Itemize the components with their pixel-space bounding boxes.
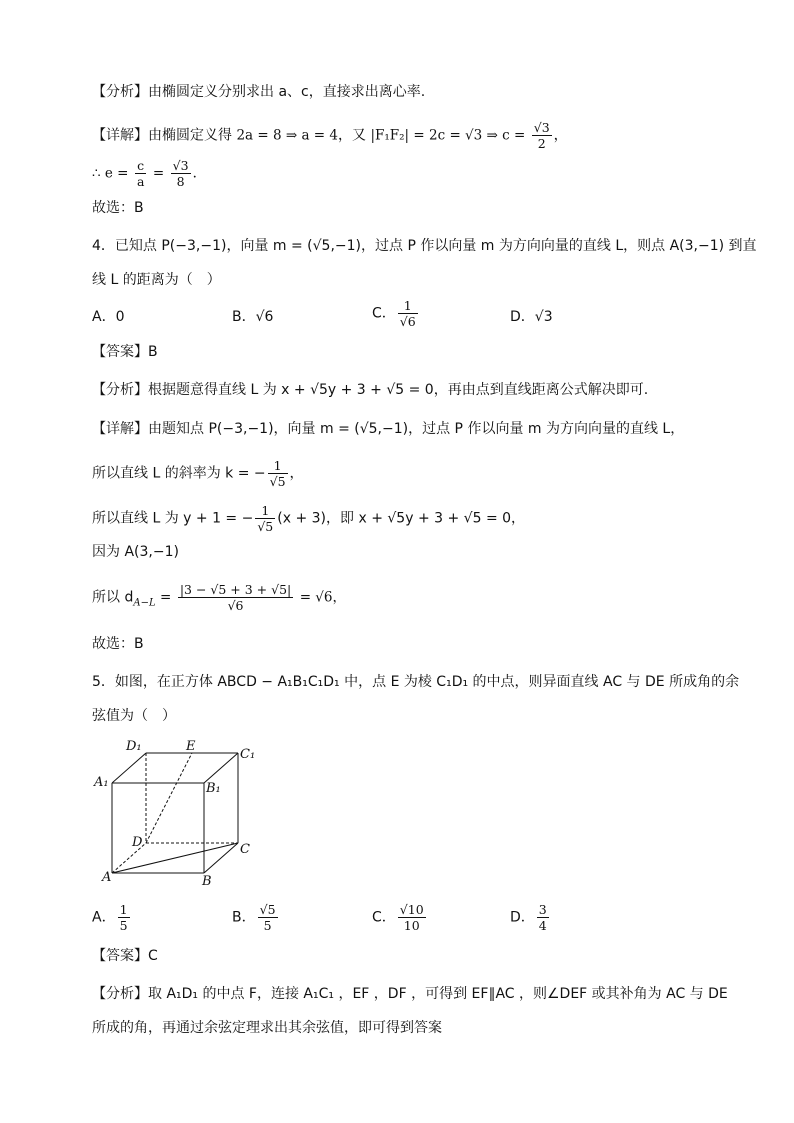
analysis-tag: 【分析】: [92, 986, 148, 1002]
q3-analysis-text: 由椭圆定义分别求出 a、c，直接求出离心率.: [148, 84, 426, 100]
q3-detail-eq1: 2a = 8 ⇒ a = 4: [236, 127, 338, 144]
line-eq-fraction: $\frac{1}{√5}$: [257, 503, 274, 534]
cube-figure: [92, 735, 262, 895]
q4-answer: [92, 342, 158, 362]
q5-analysis-line2: 所成的角，再通过余弦定理求出其余弦值，即可得到答案: [92, 1020, 442, 1036]
slope-prefix: 所以直线 L 的斜率为 k = −: [92, 465, 266, 482]
detail-tag: 【详解】: [92, 421, 148, 437]
label-a: A: [102, 870, 112, 885]
q4-analysis-text: 根据题意得直线 L 为 x + √5y + 3 + √5 = 0，再由点到直线距离公式解决即可.: [148, 382, 649, 398]
q5-option-a: A． $\frac{1}{5}$: [92, 902, 128, 933]
q4-option-b: B．√6: [232, 309, 274, 325]
q4-line-equation: [92, 503, 525, 534]
answer-tag: 【答案】: [92, 344, 148, 360]
q4-because: 因为 A(3,−1): [92, 544, 179, 560]
q5-option-c: C． $\frac{√10}{10}$: [372, 902, 424, 933]
q3-detail-mid: ，又: [338, 127, 366, 144]
dist-equals: =: [160, 589, 172, 606]
label-e: E: [186, 739, 196, 754]
q4-analysis: [92, 380, 648, 400]
q3-analysis: [92, 82, 425, 102]
q4-distance: [92, 582, 346, 613]
q5-analysis: [92, 984, 728, 1004]
analysis-tag: 【分析】: [92, 382, 148, 398]
q4-option-c: C． $\frac{1}{√6}$: [372, 298, 416, 329]
answer-tag: 【答案】: [92, 948, 148, 964]
ecc-equals: =: [152, 165, 165, 182]
dist-suffix: = √6，: [299, 589, 346, 606]
q5-option-b: B． $\frac{√5}{5}$: [232, 902, 276, 933]
dist-prefix: 所以 d: [92, 589, 134, 606]
line-eq-prefix: 所以直线 L 为 y + 1 = −: [92, 510, 254, 527]
q5-analysis-line1: 取 A₁D₁ 的中点 F，连接 A₁C₁ ，EF ，DF ，可得到 EF∥AC ，则∠DEF 或其补角为 AC 与 DE: [148, 986, 728, 1002]
ecc-fraction-1: $\frac{c}{a}$: [136, 158, 145, 189]
label-c: C: [240, 842, 250, 857]
q4-option-a: A．0: [92, 309, 125, 325]
label-b1: B₁: [206, 781, 221, 796]
label-a1: A₁: [94, 775, 109, 790]
analysis-tag: 【分析】: [92, 84, 148, 100]
q4-question-line2: 线 L 的距离为（ ）: [92, 272, 221, 288]
q3-choose: 故选：B: [92, 200, 144, 216]
label-b: B: [202, 874, 212, 889]
q5-question-line2: 弦值为（ ）: [92, 708, 176, 724]
q4-slope: 所以直线 L 的斜率为 k = − $\frac{1}{√5}$ ，: [92, 458, 304, 489]
q3-c-fraction: $\frac{√3}{2}$: [533, 120, 550, 151]
ecc-fraction-2: $\frac{√3}{8}$: [172, 158, 189, 189]
label-d1: D₁: [126, 739, 142, 754]
q4-detail-text: 由题知点 P(−3,−1)，向量 m = (√5,−1)，过点 P 作以向量 m 为方向向量的直线 L，: [148, 421, 685, 437]
line-eq-suffix: (x + 3)，即 x + √5y + 3 + √5 = 0，: [277, 510, 526, 527]
q3-detail: 【详解】由椭圆定义得 2a = 8 ⇒ a = 4，又 |F₁F₂| = 2c = √3 ⇒ c = $\frac{√3}{2}$ ，: [92, 120, 568, 151]
q4-detail: [92, 419, 684, 439]
q3-detail-prefix: 由椭圆定义得: [148, 127, 232, 144]
q4-question-line1: 4．已知点 P(−3,−1)，向量 m = (√5,−1)，过点 P 作以向量 m 为方向向量的直线 L，则点 A(3,−1) 到直: [92, 238, 757, 254]
q4-answer-value: B: [148, 344, 158, 360]
q5-question-line1: 5．如图，在正方体 ABCD − A₁B₁C₁D₁ 中，点 E 为棱 C₁D₁ 的中点，则异面直线 AC 与 DE 所成角的余: [92, 674, 740, 690]
slope-fraction: $\frac{1}{√5}$: [269, 458, 286, 489]
detail-tag: 【详解】: [92, 127, 148, 144]
q5-answer-value: C: [148, 948, 158, 964]
q3-detail-eq2: |F₁F₂| = 2c = √3 ⇒ c =: [370, 127, 526, 144]
label-c1: C₁: [240, 747, 256, 762]
q4-choose: 故选：B: [92, 636, 144, 652]
q4-option-d: D．√3: [510, 309, 553, 325]
q3-eccentricity: ∴ e = $\frac{c}{a}$ = $\frac{√3}{8}$ .: [92, 158, 197, 189]
ecc-prefix: ∴ e =: [92, 165, 129, 182]
dist-subscript: A−L: [133, 597, 156, 609]
q5-answer: [92, 946, 158, 966]
dist-fraction: $\frac{|3 - √5 + 3 + √5|}{√6}$: [179, 582, 292, 613]
label-d: D: [132, 835, 143, 850]
q5-option-d: D． $\frac{3}{4}$: [510, 902, 547, 933]
